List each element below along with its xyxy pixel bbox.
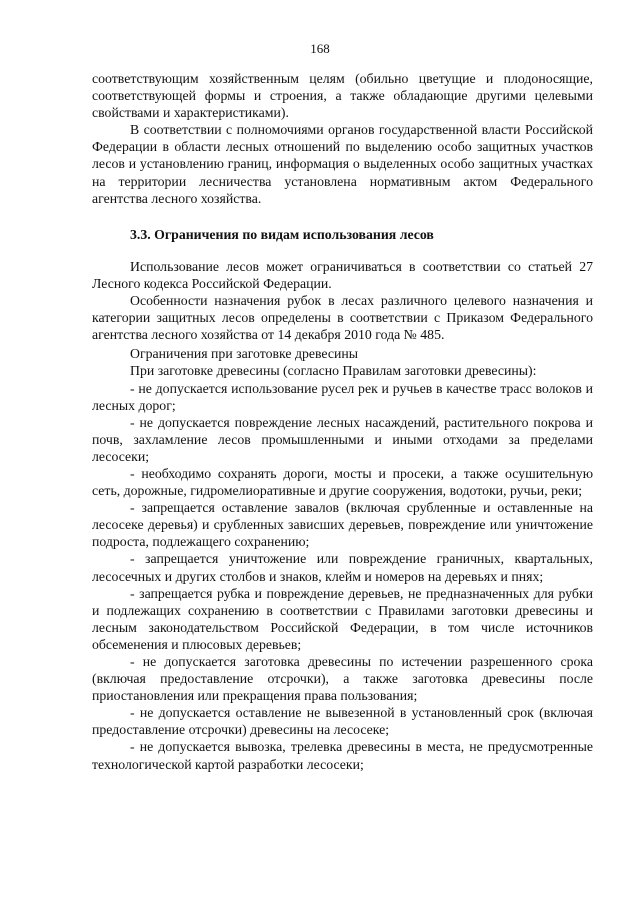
list-item: - не допускается использование русел рек и ручьев в качестве трасс волоков и лесных дорог;	[92, 380, 593, 413]
subheading-timber-limits: Ограничения при заготовке древесины	[130, 346, 359, 362]
paragraph-continuation: соответствующим хозяйственным целям (обильно цветущие и плодоносящие, соответствующей формы и строения, а также обладающие другими целевыми свойствами и характеристиками).	[92, 71, 593, 121]
page-body	[92, 70, 593, 773]
list-item: - запрещается рубка и повреждение деревьев, не предназначенных для рубки и подлежащих сохранению в соответствии с Правилами заготовки древесины и лесным законодательством Российской Федерации, в том числе источников обсеменения и плюсовых деревьев;	[92, 585, 593, 652]
paragraph-usage-limits: Использование лесов может ограничиваться в соответствии со статьей 27 Лесного кодекса Российской Федерации.	[92, 258, 593, 291]
page-number: 168	[310, 41, 330, 56]
section-heading: 3.3. Ограничения по видам использования лесов	[130, 226, 434, 242]
paragraph-felling-features: Особенности назначения рубок в лесах различного целевого назначения и категории защитных лесов определены в соответствии с Приказом Федерального агентства лесного хозяйства от 14 декабря 2010 года № 485.	[92, 293, 593, 343]
list-item: - необходимо сохранять дороги, мосты и просеки, а также осушительную сеть, дорожные, гидромелиоративные и другие сооружения, водотоки, ручьи, реки;	[92, 465, 593, 499]
list-item: - не допускается повреждение лесных насаждений, растительного покрова и почв, захламление лесов промышленными и иными отходами за пределами лесосеки;	[92, 414, 593, 464]
paragraph-rules-intro: При заготовке древесины (согласно Правилам заготовки древесины):	[130, 363, 537, 379]
list-item: - запрещается оставление завалов (включая срубленные и оставленные на лесосеке деревья) и срубленных зависших деревьев, повреждение или уничтожение подроста, подлежащего сохранению;	[92, 500, 593, 550]
paragraph-authority: В соответствии с полномочиями органов государственной власти Российской Федерации в области лесных отношений по выделению особо защитных участков лесов и установлению границ, информация о выделенных особо защитных участках на территории лесничества установлена нормативным актом Федерального агентства лесного хозяйства.	[92, 122, 593, 206]
list-item: - не допускается заготовка древесины по истечении разрешенного срока (включая предоставление отсрочки), а также заготовка древесины после приостановления или прекращения права пользования;	[92, 654, 593, 704]
list-item: - не допускается вывозка, трелевка древесины в места, не предусмотренные технологической картой разработки лесосеки;	[92, 739, 593, 772]
list-item: - не допускается оставление не вывезенной в установленный срок (включая предоставление отсрочки) древесины на лесосеке;	[92, 705, 593, 738]
list-item: - запрещается уничтожение или повреждение граничных, квартальных, лесосечных и других столбов и знаков, клейм и номеров на деревьях и пнях;	[92, 551, 593, 584]
